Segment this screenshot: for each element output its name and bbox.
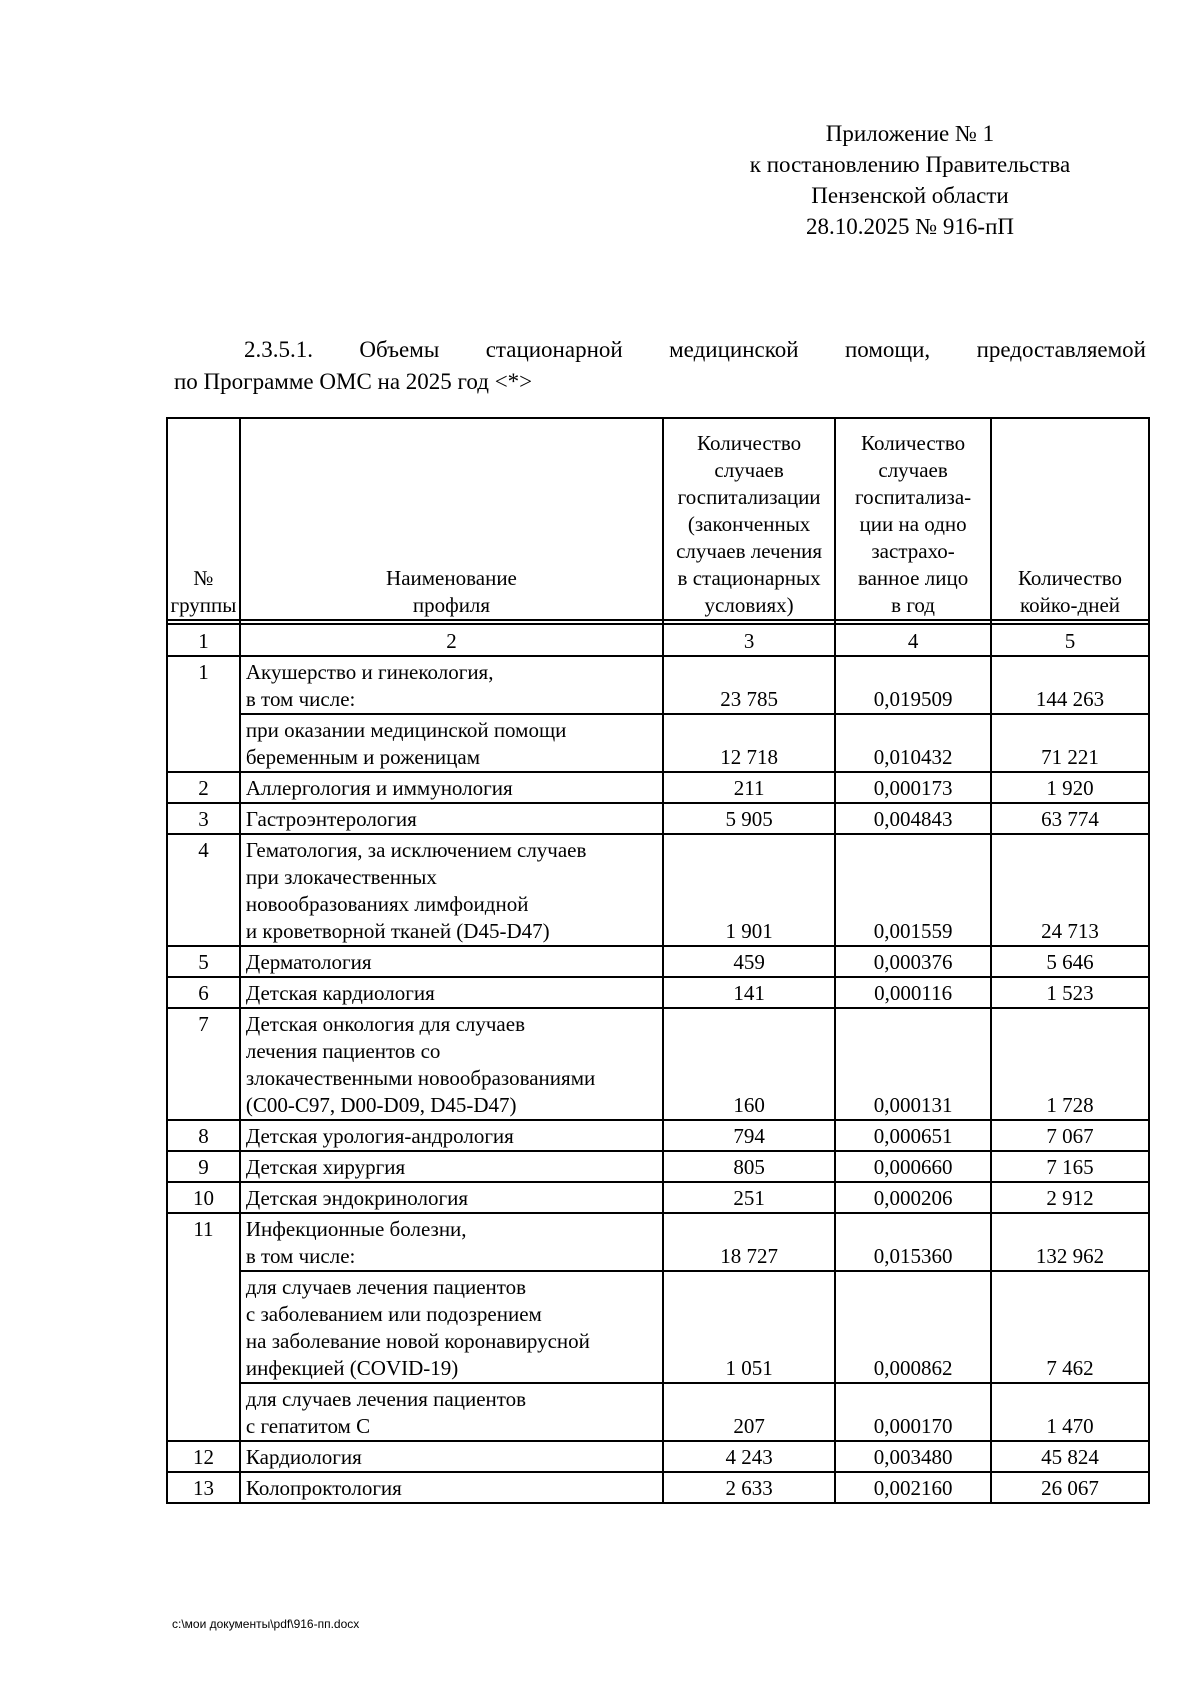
- table-row: [167, 1441, 1149, 1472]
- cases-cell: 5 905: [663, 803, 835, 834]
- profile-name-cell: для случаев лечения пациентов с гепатитом С: [240, 1383, 663, 1441]
- profile-name-cell: Детская хирургия: [240, 1151, 663, 1182]
- profile-name-cell: Аллергология и иммунология: [240, 772, 663, 803]
- cases-cell: 459: [663, 946, 835, 977]
- per-person-cell: 0,000116: [835, 977, 991, 1008]
- header-profile-name: Наименование профиля: [240, 418, 663, 620]
- per-person-cell: 0,000660: [835, 1151, 991, 1182]
- section-heading-line2: по Программе ОМС на 2025 год <*>: [174, 369, 533, 394]
- section-heading: [174, 334, 1146, 398]
- column-number: 3: [663, 624, 835, 656]
- bed-days-cell: 1 920: [991, 772, 1149, 803]
- group-number-cell: 4: [167, 834, 240, 946]
- profile-name-cell: для случаев лечения пациентов с заболеванием или подозрением на заболевание новой коронавирусной инфекцией (COVID-19): [240, 1271, 663, 1383]
- profile-name-cell: Акушерство и гинекология, в том числе:: [240, 656, 663, 714]
- bed-days-cell: 26 067: [991, 1472, 1149, 1503]
- per-person-cell: 0,000862: [835, 1271, 991, 1383]
- group-number-cell: 2: [167, 772, 240, 803]
- profile-name-cell: Детская онкология для случаев лечения пациентов со злокачественными новообразованиями (C00-C97, D00-D09, D45-D47): [240, 1008, 663, 1120]
- per-person-cell: 0,000173: [835, 772, 991, 803]
- group-number-cell: 13: [167, 1472, 240, 1503]
- table-row: [167, 1472, 1149, 1503]
- file-path-footer: c:\мои документы\pdf\916-пп.docx: [172, 1617, 360, 1631]
- table-row: [167, 946, 1149, 977]
- profile-name-cell: Гематология, за исключением случаев при злокачественных новообразованиях лимфоидной и кроветворной тканей (D45-D47): [240, 834, 663, 946]
- cases-cell: 2 633: [663, 1472, 835, 1503]
- per-person-cell: 0,015360: [835, 1213, 991, 1271]
- group-number-cell: 6: [167, 977, 240, 1008]
- group-number-cell: 9: [167, 1151, 240, 1182]
- table-row: [167, 714, 1149, 772]
- cases-cell: 1 901: [663, 834, 835, 946]
- cases-cell: 211: [663, 772, 835, 803]
- per-person-cell: 0,002160: [835, 1472, 991, 1503]
- group-number-cell: 1: [167, 656, 240, 772]
- profile-name-cell: Колопроктология: [240, 1472, 663, 1503]
- header-cases-per-insured: Количество случаев госпитализа- ции на одно застрахо- ванное лицо в год: [835, 418, 991, 620]
- cases-cell: 794: [663, 1120, 835, 1151]
- column-number: 4: [835, 624, 991, 656]
- table-row: [167, 834, 1149, 946]
- group-number-cell: 3: [167, 803, 240, 834]
- cases-cell: 12 718: [663, 714, 835, 772]
- per-person-cell: 0,004843: [835, 803, 991, 834]
- table-row: [167, 656, 1149, 714]
- bed-days-cell: 7 462: [991, 1271, 1149, 1383]
- bed-days-cell: 5 646: [991, 946, 1149, 977]
- cases-cell: 23 785: [663, 656, 835, 714]
- header-bed-days: Количество койко-дней: [991, 418, 1149, 620]
- table-row: [167, 1151, 1149, 1182]
- group-number-cell: 10: [167, 1182, 240, 1213]
- cases-cell: 805: [663, 1151, 835, 1182]
- header-group-number: № группы: [167, 418, 240, 620]
- bed-days-cell: 1 523: [991, 977, 1149, 1008]
- profile-name-cell: Детская кардиология: [240, 977, 663, 1008]
- profile-name-cell: Гастроэнтерология: [240, 803, 663, 834]
- column-number: 5: [991, 624, 1149, 656]
- profile-name-cell: Дерматология: [240, 946, 663, 977]
- table-row: [167, 1213, 1149, 1271]
- per-person-cell: 0,000651: [835, 1120, 991, 1151]
- per-person-cell: 0,000170: [835, 1383, 991, 1441]
- cases-cell: 18 727: [663, 1213, 835, 1271]
- per-person-cell: 0,003480: [835, 1441, 991, 1472]
- appendix-region: Пензенской области: [811, 183, 1009, 208]
- profile-name-cell: при оказании медицинской помощи беременным и роженицам: [240, 714, 663, 772]
- per-person-cell: 0,000131: [835, 1008, 991, 1120]
- profile-name-cell: Кардиология: [240, 1441, 663, 1472]
- bed-days-cell: 71 221: [991, 714, 1149, 772]
- cases-cell: 251: [663, 1182, 835, 1213]
- profile-name-cell: Инфекционные болезни, в том числе:: [240, 1213, 663, 1271]
- per-person-cell: 0,000376: [835, 946, 991, 977]
- appendix-block: [700, 118, 1120, 242]
- table-row: [167, 1120, 1149, 1151]
- table-header-row: [167, 418, 1149, 620]
- cases-cell: 4 243: [663, 1441, 835, 1472]
- bed-days-cell: 45 824: [991, 1441, 1149, 1472]
- profile-name-cell: Детская эндокринология: [240, 1182, 663, 1213]
- bed-days-cell: 7 165: [991, 1151, 1149, 1182]
- group-number-cell: 8: [167, 1120, 240, 1151]
- table-row: [167, 977, 1149, 1008]
- bed-days-cell: 144 263: [991, 656, 1149, 714]
- header-hospitalization-cases: Количество случаев госпитализации (законченных случаев лечения в стационарных условиях): [663, 418, 835, 620]
- bed-days-cell: 2 912: [991, 1182, 1149, 1213]
- bed-days-cell: 24 713: [991, 834, 1149, 946]
- per-person-cell: 0,000206: [835, 1182, 991, 1213]
- appendix-title: Приложение № 1: [825, 121, 995, 146]
- table-row: [167, 1008, 1149, 1120]
- cases-cell: 1 051: [663, 1271, 835, 1383]
- bed-days-cell: 7 067: [991, 1120, 1149, 1151]
- table-row: [167, 772, 1149, 803]
- cases-cell: 160: [663, 1008, 835, 1120]
- volumes-table: [166, 417, 1150, 1504]
- profile-name-cell: Детская урология-андрология: [240, 1120, 663, 1151]
- group-number-cell: 11: [167, 1213, 240, 1441]
- bed-days-cell: 132 962: [991, 1213, 1149, 1271]
- table-row: [167, 1182, 1149, 1213]
- table-row: [167, 803, 1149, 834]
- section-heading-line1: 2.3.5.1. Объемы стационарной медицинской помощи, предоставляемой: [244, 337, 1146, 362]
- column-number: 2: [240, 624, 663, 656]
- group-number-cell: 7: [167, 1008, 240, 1120]
- bed-days-cell: 1 728: [991, 1008, 1149, 1120]
- bed-days-cell: 1 470: [991, 1383, 1149, 1441]
- cases-cell: 141: [663, 977, 835, 1008]
- group-number-cell: 12: [167, 1441, 240, 1472]
- cases-cell: 207: [663, 1383, 835, 1441]
- appendix-resolution: к постановлению Правительства: [749, 152, 1071, 177]
- group-number-cell: 5: [167, 946, 240, 977]
- per-person-cell: 0,019509: [835, 656, 991, 714]
- table-row: [167, 1383, 1149, 1441]
- table-row: [167, 1271, 1149, 1383]
- per-person-cell: 0,010432: [835, 714, 991, 772]
- per-person-cell: 0,001559: [835, 834, 991, 946]
- appendix-date-number: 28.10.2025 № 916-пП: [805, 214, 1015, 239]
- column-number: 1: [167, 624, 240, 656]
- column-number-row: [167, 624, 1149, 656]
- bed-days-cell: 63 774: [991, 803, 1149, 834]
